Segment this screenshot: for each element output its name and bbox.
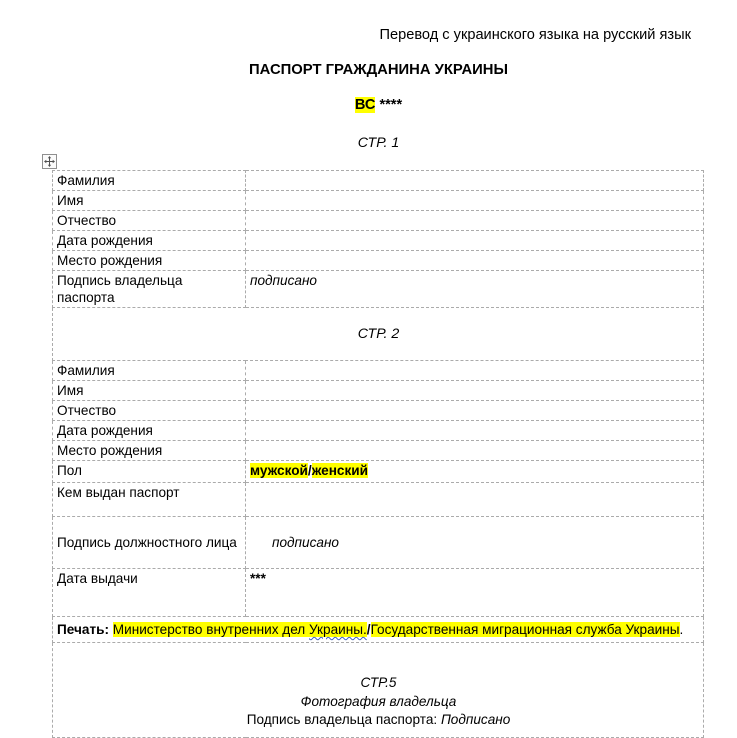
seal-line xyxy=(53,617,704,643)
passport-translation-table xyxy=(52,170,704,738)
table-row xyxy=(53,271,704,308)
seal-period: . xyxy=(679,622,684,637)
patronymic-value-cell[interactable] xyxy=(246,211,704,231)
birth-date2-value-cell[interactable] xyxy=(246,421,704,441)
sex-male-option: мужской xyxy=(250,463,308,478)
sex-separator: / xyxy=(307,463,312,478)
official-signature-value xyxy=(246,517,704,569)
page5-signature-value: Подписано xyxy=(440,712,511,727)
birth-date-label: Дата рождения xyxy=(53,231,246,251)
sex-female-option: женский xyxy=(311,463,368,478)
table-row xyxy=(53,211,704,231)
table-row xyxy=(53,251,704,271)
birth-date-value-cell[interactable] xyxy=(246,231,704,251)
surname-label: Фамилия xyxy=(53,171,246,191)
page5-signature-label: Подпись владельца паспорта: xyxy=(246,712,438,727)
owner-signature-text: подписано xyxy=(250,273,317,288)
translation-note: Перевод с украинского языка на русский язык xyxy=(379,27,691,43)
table-row xyxy=(53,231,704,251)
given-name2-label: Имя xyxy=(53,381,246,401)
surname2-value-cell[interactable] xyxy=(246,361,704,381)
owner-signature-label: Подпись владельца паспорта xyxy=(53,271,246,308)
page1-section-title: СТР. 1 xyxy=(357,135,400,151)
official-signature-label: Подпись должностного лица xyxy=(53,517,246,569)
page2-section-title: СТР. 2 xyxy=(53,308,704,361)
table-row xyxy=(53,617,704,643)
issuing-authority-value-cell[interactable] xyxy=(246,483,704,517)
issue-date-masked: *** xyxy=(250,571,266,586)
table-row xyxy=(53,401,704,421)
seal-separator: / xyxy=(366,622,371,637)
birth-place-value-cell[interactable] xyxy=(246,251,704,271)
surname-value-cell[interactable] xyxy=(246,171,704,191)
passport-series-line xyxy=(52,97,705,113)
owner-signature-value xyxy=(246,271,704,308)
page5-signature-line xyxy=(57,711,700,730)
issue-date-value xyxy=(246,569,704,617)
sex-value-cell xyxy=(246,461,704,483)
given-name-label: Имя xyxy=(53,191,246,211)
table-row xyxy=(53,361,704,381)
table-row xyxy=(53,381,704,401)
birth-place2-value-cell[interactable] xyxy=(246,441,704,461)
issue-date-label: Дата выдачи xyxy=(53,569,246,617)
passport-series-highlighted: ВС xyxy=(354,97,376,113)
photo-caption: Фотография владельца xyxy=(300,693,457,709)
table-row xyxy=(53,171,704,191)
birth-date2-label: Дата рождения xyxy=(53,421,246,441)
patronymic2-value-cell[interactable] xyxy=(246,401,704,421)
seal-label: Печать: xyxy=(57,622,109,637)
table-row xyxy=(53,643,704,738)
birth-place2-label: Место рождения xyxy=(53,441,246,461)
table-row xyxy=(53,461,704,483)
table-move-handle[interactable] xyxy=(42,154,57,169)
seal-migration-service-text: Государственная миграционная служба Украины xyxy=(370,622,680,637)
move-icon xyxy=(44,156,55,167)
official-signature-text: подписано xyxy=(272,535,339,550)
table-row xyxy=(53,421,704,441)
table-row xyxy=(53,441,704,461)
given-name2-value-cell[interactable] xyxy=(246,381,704,401)
table-row xyxy=(53,191,704,211)
table-row xyxy=(53,517,704,569)
seal-ministry-text: Министерство внутренних дел xyxy=(112,622,310,637)
patronymic-label: Отчество xyxy=(53,211,246,231)
page5-section-title: СТР.5 xyxy=(360,675,397,690)
passport-series-masked: **** xyxy=(379,97,403,113)
surname2-label: Фамилия xyxy=(53,361,246,381)
issuing-authority-label: Кем выдан паспорт xyxy=(53,483,246,517)
sex-label: Пол xyxy=(53,461,246,483)
table-row xyxy=(53,308,704,361)
table-row xyxy=(53,569,704,617)
table-row xyxy=(53,483,704,517)
seal-ministry-country: Украины. xyxy=(309,622,367,637)
page5-section xyxy=(53,643,704,738)
given-name-value-cell[interactable] xyxy=(246,191,704,211)
patronymic2-label: Отчество xyxy=(53,401,246,421)
birth-place-label: Место рождения xyxy=(53,251,246,271)
document-title: ПАСПОРТ ГРАЖДАНИНА УКРАИНЫ xyxy=(249,62,508,78)
